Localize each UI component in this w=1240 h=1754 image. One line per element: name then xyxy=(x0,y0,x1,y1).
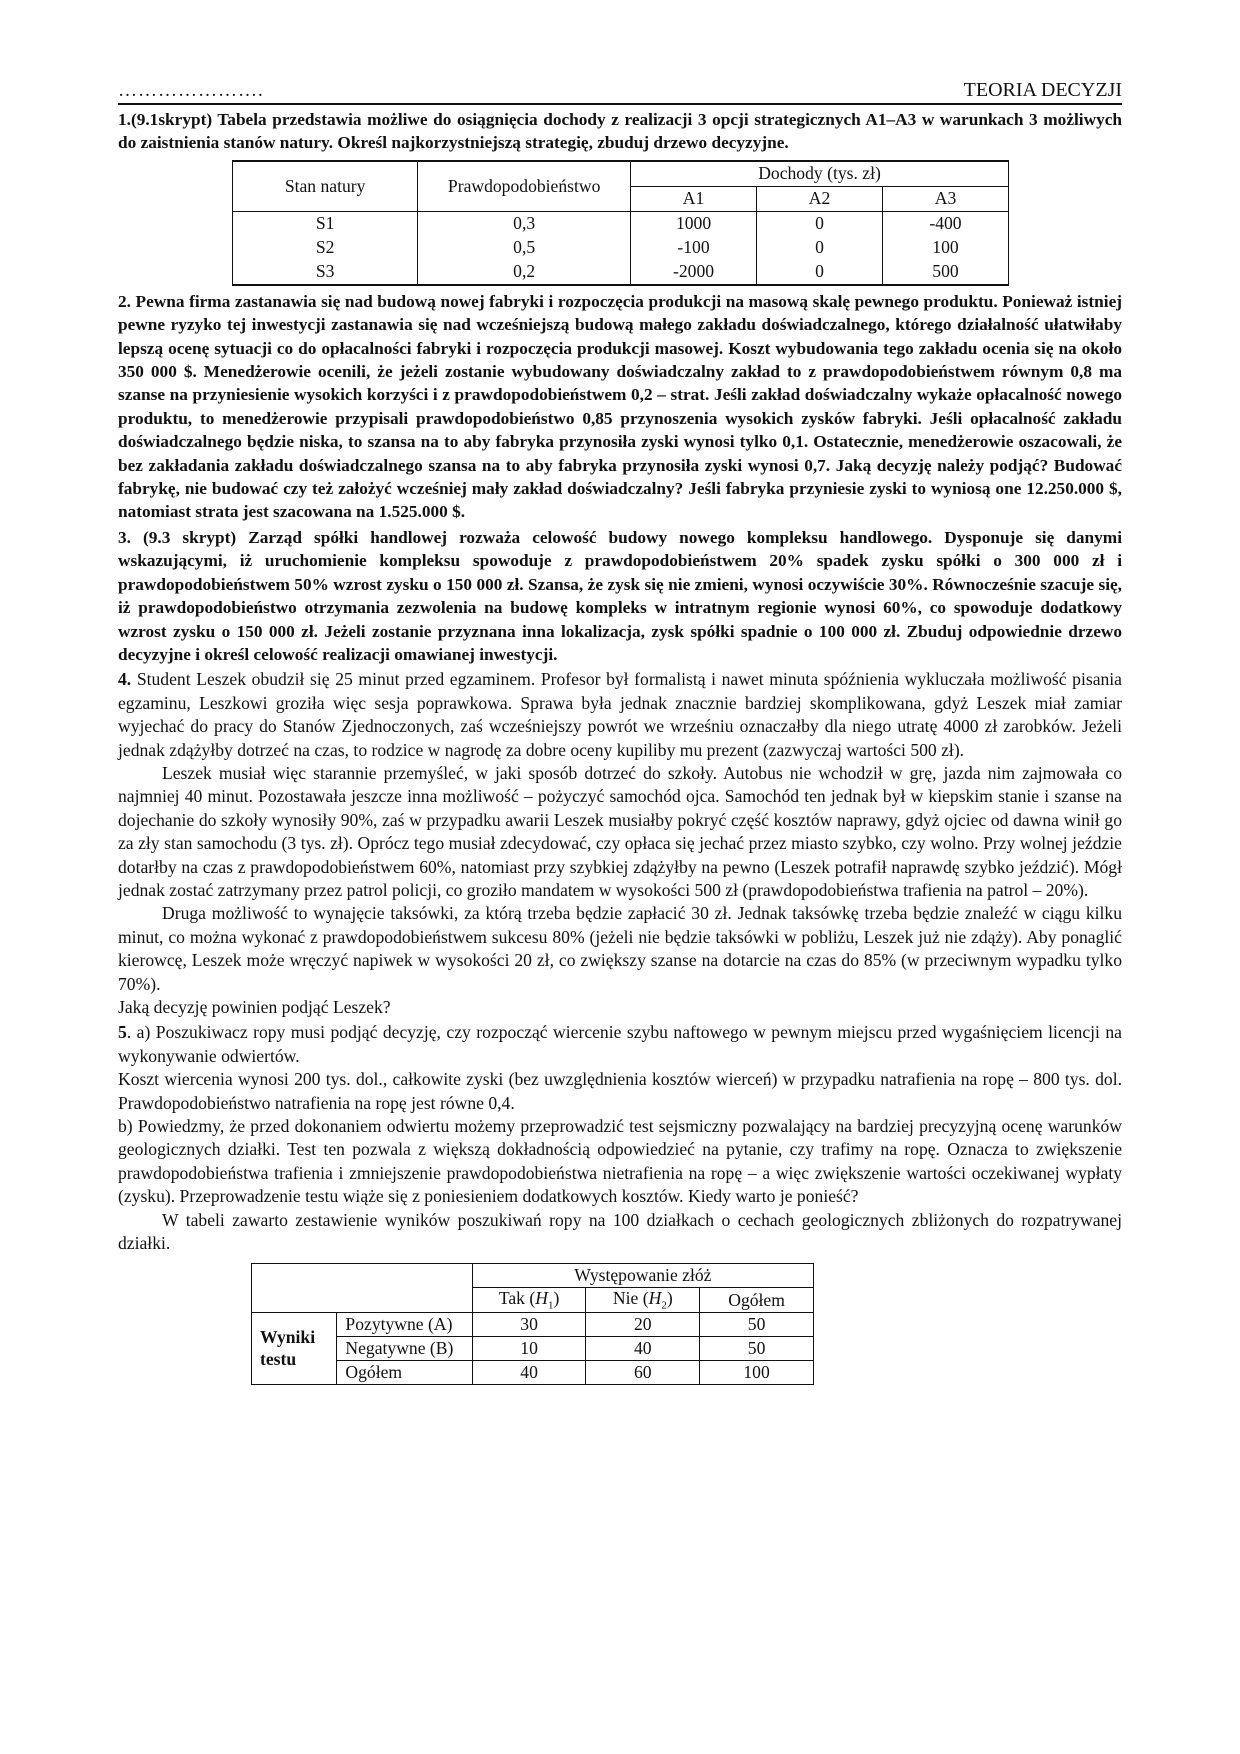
cell-prob: 0,5 xyxy=(418,236,631,260)
cell-state: S1 xyxy=(233,211,418,236)
cell-label: Ogółem xyxy=(337,1360,472,1384)
table-row xyxy=(252,1312,814,1336)
cell-yes: 30 xyxy=(472,1312,586,1336)
cell-prob: 0,3 xyxy=(418,211,631,236)
cell-no: 60 xyxy=(586,1360,700,1384)
oil-results-table xyxy=(251,1263,814,1385)
header-dots: …………………. xyxy=(118,80,264,101)
task-3 xyxy=(118,526,1122,666)
cell-a1: -2000 xyxy=(631,260,757,285)
task-1 xyxy=(118,108,1122,155)
cell-total: 50 xyxy=(700,1336,814,1360)
task-4-paragraph-1 xyxy=(118,668,1122,762)
header-income: Dochody (tys. zł) xyxy=(631,161,1009,187)
header-total: Ogółem xyxy=(700,1288,814,1313)
task-2-text: Pewna firma zastanawia się nad budową nowej fabryki i rozpoczęcia produkcji na masową skalę pewnego produktu. Ponieważ istniej pewne ryzyko tej inwestycji zastanawia się nad wcześniejszą budową małego zakładu doświadczalnego, którego działalność ułatwiłaby lepszą ocenę sytuacji co do opłacalności fabryki i rozpoczęcia produkcji masowej. Koszt wybudowania tego zakładu ocenia się na około 350 000 $. Menedżerowie ocenili, że jeżeli zostanie wybudowany doświadczalny zakład to z prawdopodobieństwem równym 0,8 ma szanse na przyniesienie wysokich korzyści i z prawdopodobieństwem 0,2 – strat. Jeśli zakład doświadczalny wykaże opłacalność nowego produktu, to menedżerowie przypisali prawdopodobieństwo 0,85 przynoszenia wysokich zysków fabryki. Jeśli opłacalność zakładu doświadczalnego będzie niska, to szansa na to aby fabryka przynosiła zyski wynosi tylko 0,1. Ostatecznie, menedżerowie oszacowali, że bez zakładania zakładu doświadczalnego szansa na to aby fabryka przynosiła zyski wynosi 0,7. Jaką decyzję należy podjąć? Budować fabrykę, nie budować czy też założyć wcześniej mały zakład doświadczalny? Jeśli fabryka przyniesie zyski to wyniosą one 12.250.000 $, natomiast strata jest szacowana na 1.525.000 $. xyxy=(118,291,1122,522)
task-4-question: Jaką decyzję powinien podjąć Leszek? xyxy=(118,997,391,1017)
task-2 xyxy=(118,290,1122,524)
cell-no: 40 xyxy=(586,1336,700,1360)
row-group-label: Wyniki testu xyxy=(252,1312,337,1384)
header-yes: Tak $(H_1)$ xyxy=(472,1288,586,1313)
cell-total: 50 xyxy=(700,1312,814,1336)
cell-yes: 10 xyxy=(472,1336,586,1360)
task-5-part-b: b) Powiedzmy, że przed dokonaniem odwiertu możemy przeprowadzić test sejsmiczny pozwalający na bardziej precyzyjną ocenę warunków geologicznych działki. Test ten pozwala z większą dokładnością odpowiedzieć na pytanie, czy trafimy na ropę. Oznacza to zwiększenie prawdopodobieństwa trafienia i zmniejszenie prawdopodobieństwa nietrafienia na ropę – a więc zwiększenie wartości oczekiwanej wypłaty (zysku). Przeprowadzenie testu wiąże się z poniesieniem dodatkowych kosztów. Kiedy warto je ponieść? xyxy=(118,1116,1122,1207)
task-5-cost-info: Koszt wiercenia wynosi 200 tys. dol., całkowite zyski (bez uwzględnienia kosztów wierceń) w przypadku natrafienia na ropę – 800 tys. dol. Prawdopodobieństwo natrafienia na ropę jest równe 0,4. xyxy=(118,1069,1122,1113)
task-5-number: 5 xyxy=(118,1022,127,1043)
task-1-number: 1. xyxy=(118,110,131,129)
task-4-paragraph-2: Leszek musiał więc starannie przemyśleć, w jaki sposób dotrzeć do szkoły. Autobus nie wchodził w grę, jazda nim zajmowała co najmniej 40 minut. Pozostawała jeszcze inna możliwość – pożyczyć samochód ojca. Samochód ten jednak był w kiepskim stanie i szanse na dojechanie do szkoły wynosiły 90%, zaś w przypadku awarii Leszek musiałby pokryć część kosztów naprawy, gdyż ojciec od dawna winił go za zły stan samochodu (3 tys. zł). Oprócz tego musiał zdecydować, czy opłaca się jechać przez miasto szybko, czy wolno. Przy wolnej jeździe dotarłby na czas z prawdopodobieństwem 60%, natomiast przy szybkiej zdążyłby na pewno (Leszek potrafił naprawdę szybko jeździć). Mógł jednak zostać zatrzymany przez patrol policji, co groziło mandatem w wysokości 500 zł (prawdopodobieństwa trafienia na patrol – 20%). xyxy=(118,762,1122,900)
cell-a1: 1000 xyxy=(631,211,757,236)
task-5-table-intro: W tabeli zawarto zestawienie wyników poszukiwań ropy na 100 działkach o cechach geologicznych zbliżonych do rozpatrywanej działki. xyxy=(118,1209,1122,1254)
task-3-text: (9.3 skrypt) Zarząd spółki handlowej rozważa celowość budowy nowego kompleksu handlowego. Dysponuje się danymi wskazującymi, iż uruchomienie kompleksu spowoduje z prawdopodobieństwem 20% spadek zysku spółki o 300 000 zł i prawdopodobieństwem 50% wzrost zysku o 150 000 zł. Szansa, że zysk się nie zmieni, wynosi oczywiście 30%. Równocześnie szacuje się, iż prawdopodobieństwo otrzymania zezwolenia na budowę kompleks w intratnym regionie wynosi 60%, co spowoduje dodatkowy wzrost zysku o 150 000 zł. Jeżeli zostanie przyznana inna lokalizacja, zysk spółki spadnie o 100 000 zł. Zbuduj odpowiednie drzewo decyzyjne i określ celowość realizacji omawianej inwestycji. xyxy=(118,527,1122,664)
table-row xyxy=(233,211,1009,236)
cell-a2: 0 xyxy=(757,260,883,285)
cell-label: Negatywne (B) xyxy=(337,1336,472,1360)
header-title: TEORIA DECYZJI xyxy=(963,79,1122,101)
task-1-text: (9.1skrypt) Tabela przedstawia możliwe do osiągnięcia dochody z realizacji 3 opcji strategicznych A1–A3 w warunkach 3 możliwych do zaistnienia stanów natury. Określ najkorzystniejszą strategię, zbuduj drzewo decyzyjne. xyxy=(118,110,1122,153)
page-header xyxy=(118,72,1122,105)
task-2-number: 2. xyxy=(118,291,131,311)
task-3-number: 3. xyxy=(118,527,131,547)
header-a1: A1 xyxy=(631,186,757,211)
cell-state: S3 xyxy=(233,260,418,285)
task-5-part-a xyxy=(118,1021,1122,1068)
cell-state: S2 xyxy=(233,236,418,260)
table-row xyxy=(233,236,1009,260)
cell-yes: 40 xyxy=(472,1360,586,1384)
cell-a3: 500 xyxy=(882,260,1008,285)
cell-a3: 100 xyxy=(882,236,1008,260)
cell-a1: -100 xyxy=(631,236,757,260)
table-row xyxy=(233,260,1009,285)
header-a3: A3 xyxy=(882,186,1008,211)
document-page xyxy=(118,72,1122,1385)
cell-prob: 0,2 xyxy=(418,260,631,285)
header-state: Stan natury xyxy=(233,161,418,212)
header-deposits: Występowanie złóż xyxy=(472,1264,813,1288)
task-5-text-a: . a) Poszukiwacz ropy musi podjąć decyzję, czy rozpocząć wiercenie szybu naftowego w pewnym miejscu przed wygaśnięciem licencji na wykonywanie odwiertów. xyxy=(118,1022,1122,1066)
cell-a2: 0 xyxy=(757,236,883,260)
cell-a3: -400 xyxy=(882,211,1008,236)
cell-no: 20 xyxy=(586,1312,700,1336)
cell-a2: 0 xyxy=(757,211,883,236)
header-no: Nie $(H_2)$ xyxy=(586,1288,700,1313)
header-a2: A2 xyxy=(757,186,883,211)
header-probability: Prawdopodobieństwo xyxy=(418,161,631,212)
cell-total: 100 xyxy=(700,1360,814,1384)
task-4-number: 4. xyxy=(118,669,132,690)
cell-label: Pozytywne (A) xyxy=(337,1312,472,1336)
income-table xyxy=(232,160,1009,286)
task-4-text-1: Student Leszek obudził się 25 minut przed egzaminem. Profesor był formalistą i nawet minuta spóźnienia wykluczała możliwość pisania egzaminu, Leszkowi groziła więc sesja poprawkowa. Sprawa była jednak znacznie bardziej skomplikowana, gdyż Leszek miał zamiar wyjechać do pracy do Stanów Zjednoczonych, zaś wcześniejszy powrót we wrześniu oznaczałby dla niego utratę 4000 zł zarobków. Jeżeli jednak zdążyłby dotrzeć na czas, to rodzice w nagrodę za dobre oceny kupiliby mu prezent (zazwyczaj wartości 500 zł). xyxy=(118,669,1122,760)
task-4-paragraph-3: Druga możliwość to wynajęcie taksówki, za którą trzeba będzie zapłacić 30 zł. Jednak taksówkę trzeba będzie znaleźć w ciągu kilku minut, co można wykonać z prawdopodobieństwem sukcesu 80% (jeżeli nie będzie taksówki w pobliżu, Leszek już nie zdąży). Aby ponaglić kierowcę, Leszek może wręczyć napiwek w wysokości 20 zł, co zwiększy szanse na dotarcie na czas do 85% (w przeciwnym wypadku tylko 70%). xyxy=(118,903,1122,994)
